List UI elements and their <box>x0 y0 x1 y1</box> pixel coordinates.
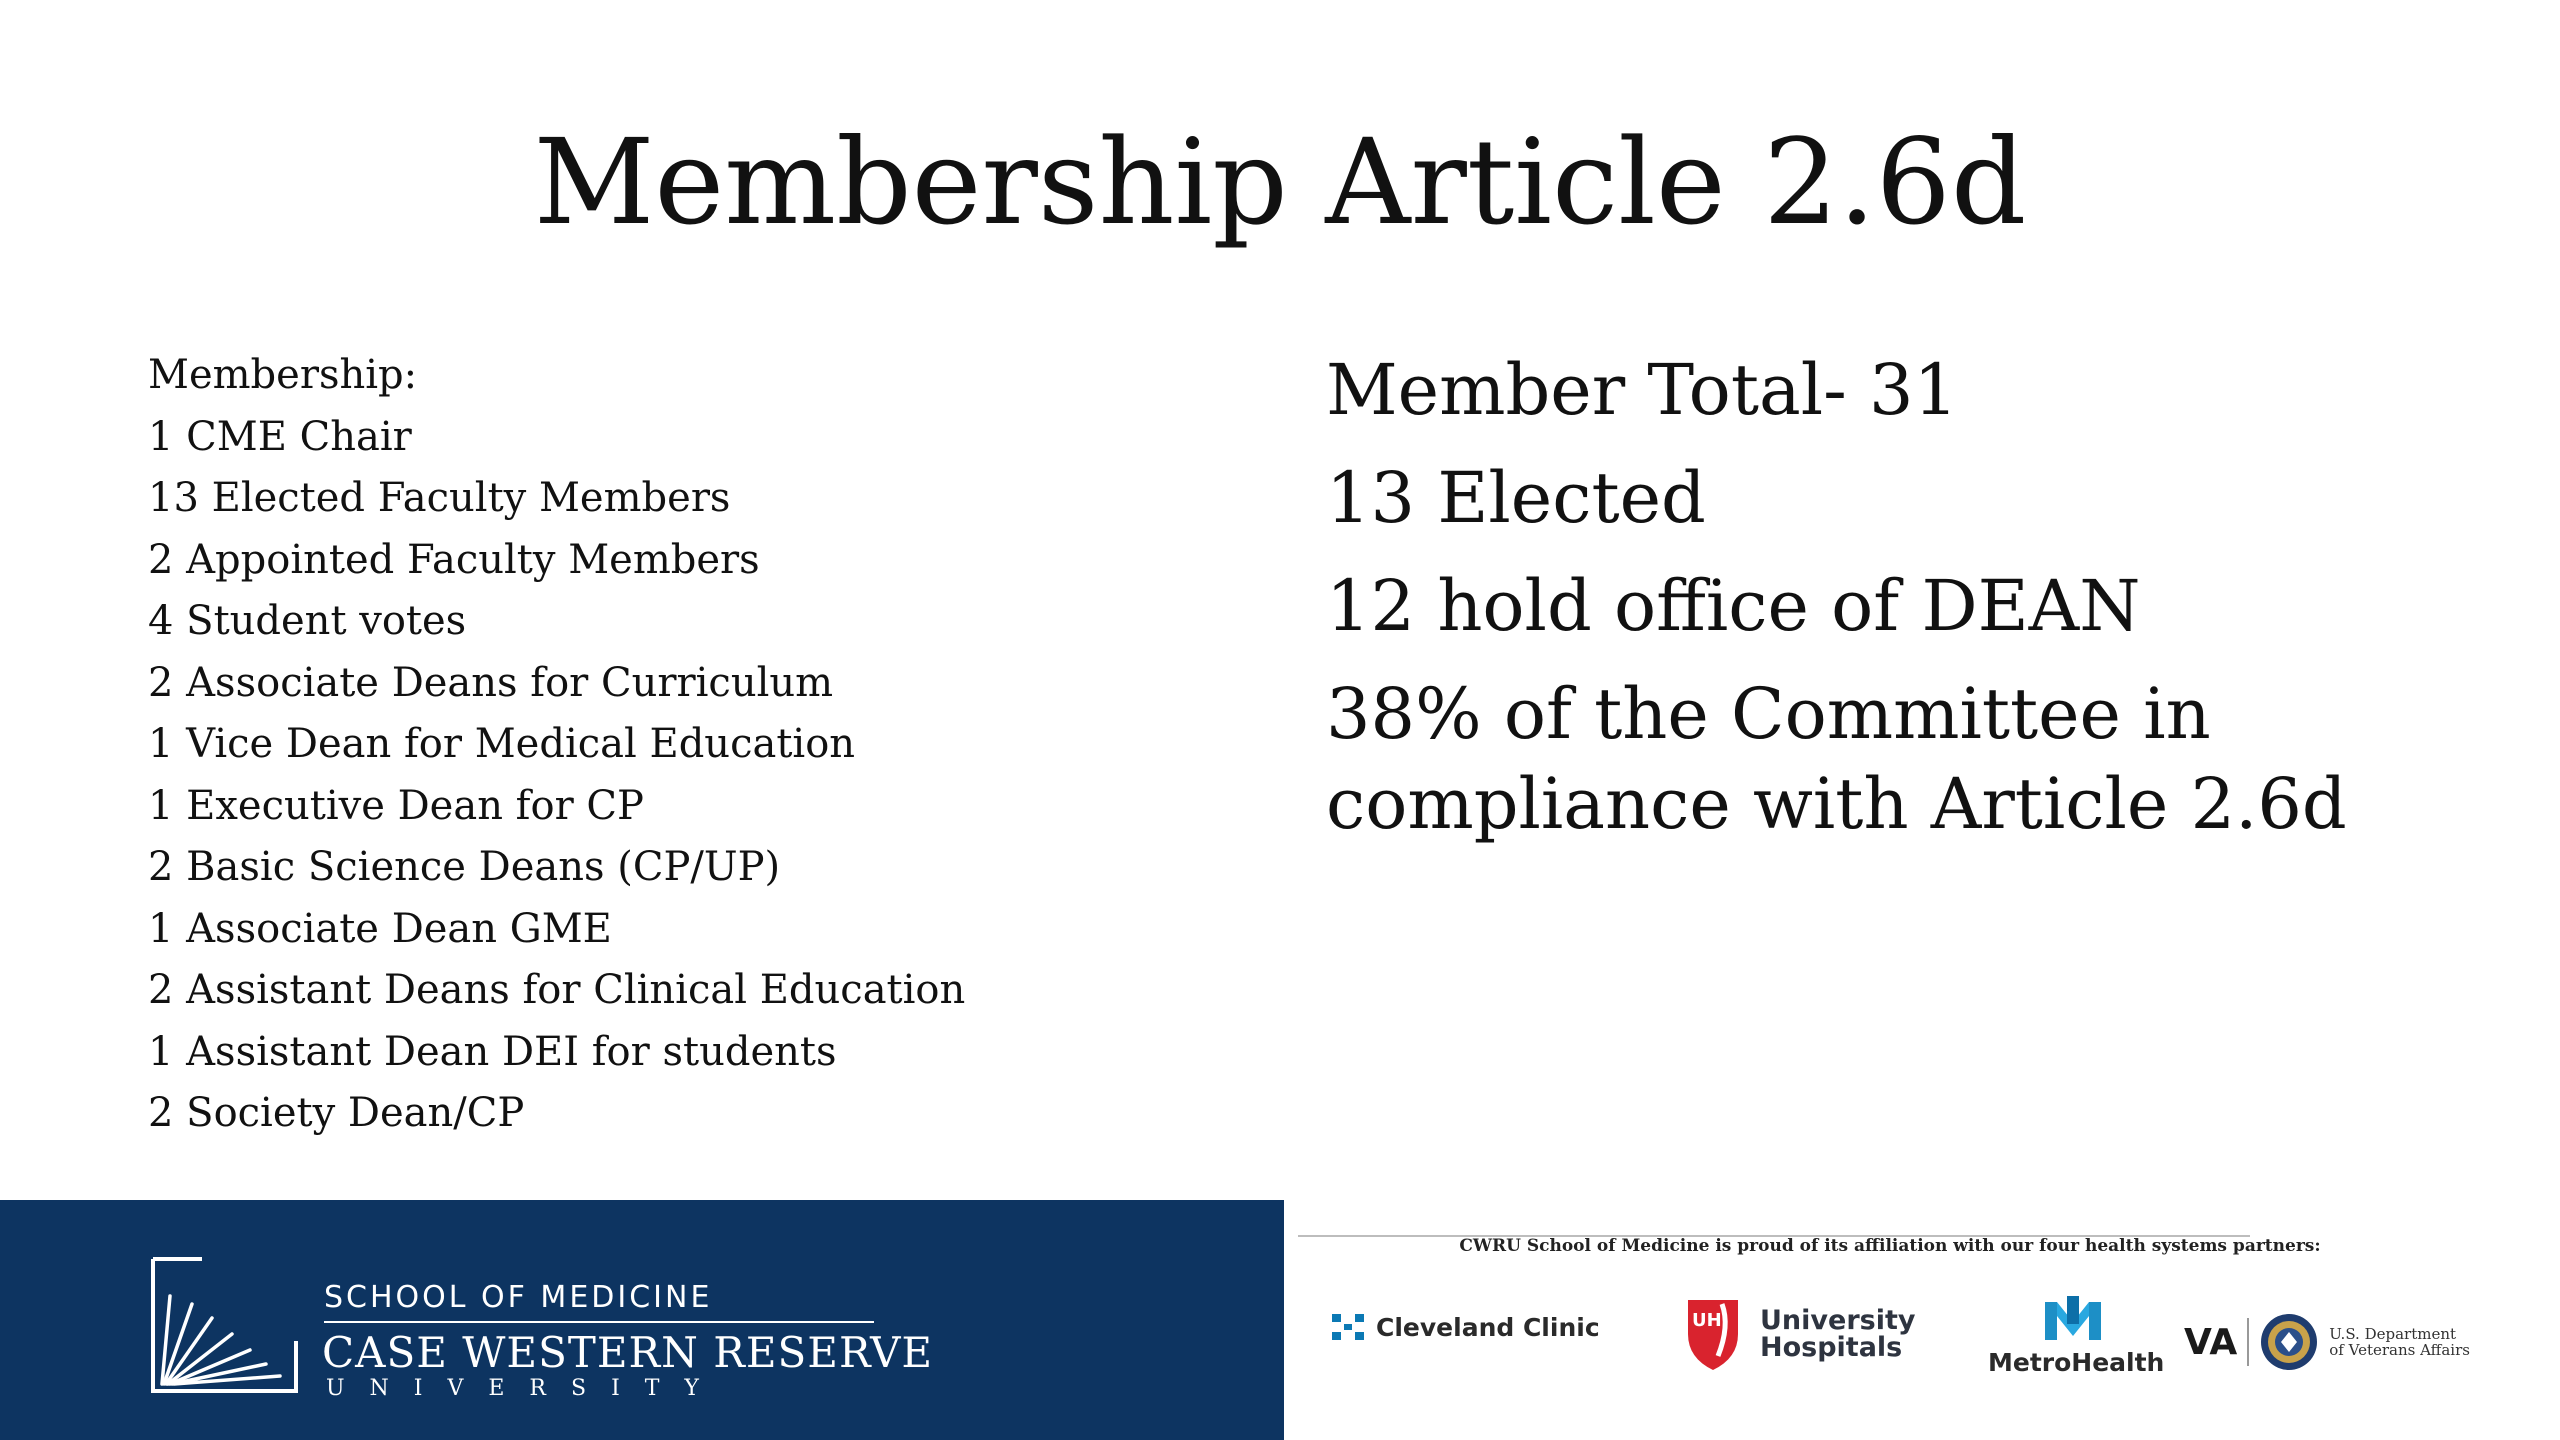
partner-university-hospitals <box>1682 1296 1915 1372</box>
va-seal-icon <box>2259 1312 2319 1372</box>
membership-item: 1 CME Chair <box>148 413 412 460</box>
partners-intro: CWRU School of Medicine is proud of its affiliation with our four health systems partners: <box>1459 1236 2321 1256</box>
stat-dean-office: 12 hold office of DEAN <box>1326 565 2141 647</box>
membership-item: 4 Student votes <box>148 598 467 644</box>
membership-item: 1 Executive Dean for CP <box>148 782 644 829</box>
stat-elected: 13 Elected <box>1326 457 1706 539</box>
partner-cleveland-clinic <box>1330 1312 1600 1342</box>
uh-line-1: University <box>1760 1305 1916 1336</box>
membership-item: 2 Basic Science Deans (CP/UP) <box>148 844 781 890</box>
membership-item: 13 Elected Faculty Members <box>148 475 731 521</box>
membership-item: 1 Vice Dean for Medical Education <box>148 721 856 767</box>
partner-metrohealth <box>1988 1296 2165 1377</box>
cwru-sunburst-logo <box>150 1256 300 1394</box>
cleveland-clinic-icon <box>1330 1312 1366 1342</box>
membership-heading: Membership: <box>148 352 418 398</box>
slide-title: Membership Article 2.6d <box>533 113 2027 251</box>
cwru-footer-banner <box>0 1200 1284 1440</box>
uh-shield-icon <box>1682 1296 1752 1372</box>
university-word: UNIVERSITY <box>326 1376 724 1401</box>
membership-item: 2 Society Dean/CP <box>148 1090 525 1136</box>
summary-stats <box>1326 345 2506 867</box>
va-dept-line-2: of Veterans Affairs <box>2329 1341 2470 1359</box>
membership-item: 1 Associate Dean GME <box>148 905 612 952</box>
membership-item: 1 Assistant Dean DEI for students <box>148 1028 837 1075</box>
uh-mark: UH <box>1692 1310 1722 1331</box>
membership-item: 2 Assistant Deans for Clinical Education <box>148 967 966 1013</box>
stat-member-total: Member Total- 31 <box>1326 349 1959 431</box>
va-dept-line-1: U.S. Department <box>2329 1325 2457 1343</box>
membership-list <box>148 345 1248 1145</box>
school-of-medicine-label: SCHOOL OF MEDICINE <box>324 1280 713 1315</box>
uh-line-2: Hospitals <box>1760 1332 1903 1363</box>
va-separator <box>2247 1318 2249 1366</box>
va-label: VA <box>2184 1321 2238 1363</box>
cleveland-clinic-label: Cleveland Clinic <box>1376 1312 1600 1342</box>
va-department-label <box>2329 1326 2499 1358</box>
university-name: CASE WESTERN RESERVE <box>322 1328 934 1377</box>
stat-compliance: 38% of the Committee in compliance with Article 2.6d <box>1326 673 2347 845</box>
membership-item: 2 Appointed Faculty Members <box>148 536 760 583</box>
partner-va <box>2184 1312 2499 1372</box>
logo-divider <box>324 1321 874 1323</box>
university-hospitals-label <box>1760 1307 1915 1361</box>
metrohealth-label: MetroHealth <box>1988 1348 2165 1377</box>
membership-item: 2 Associate Deans for Curriculum <box>148 659 834 706</box>
metrohealth-icon <box>2041 1296 2105 1342</box>
